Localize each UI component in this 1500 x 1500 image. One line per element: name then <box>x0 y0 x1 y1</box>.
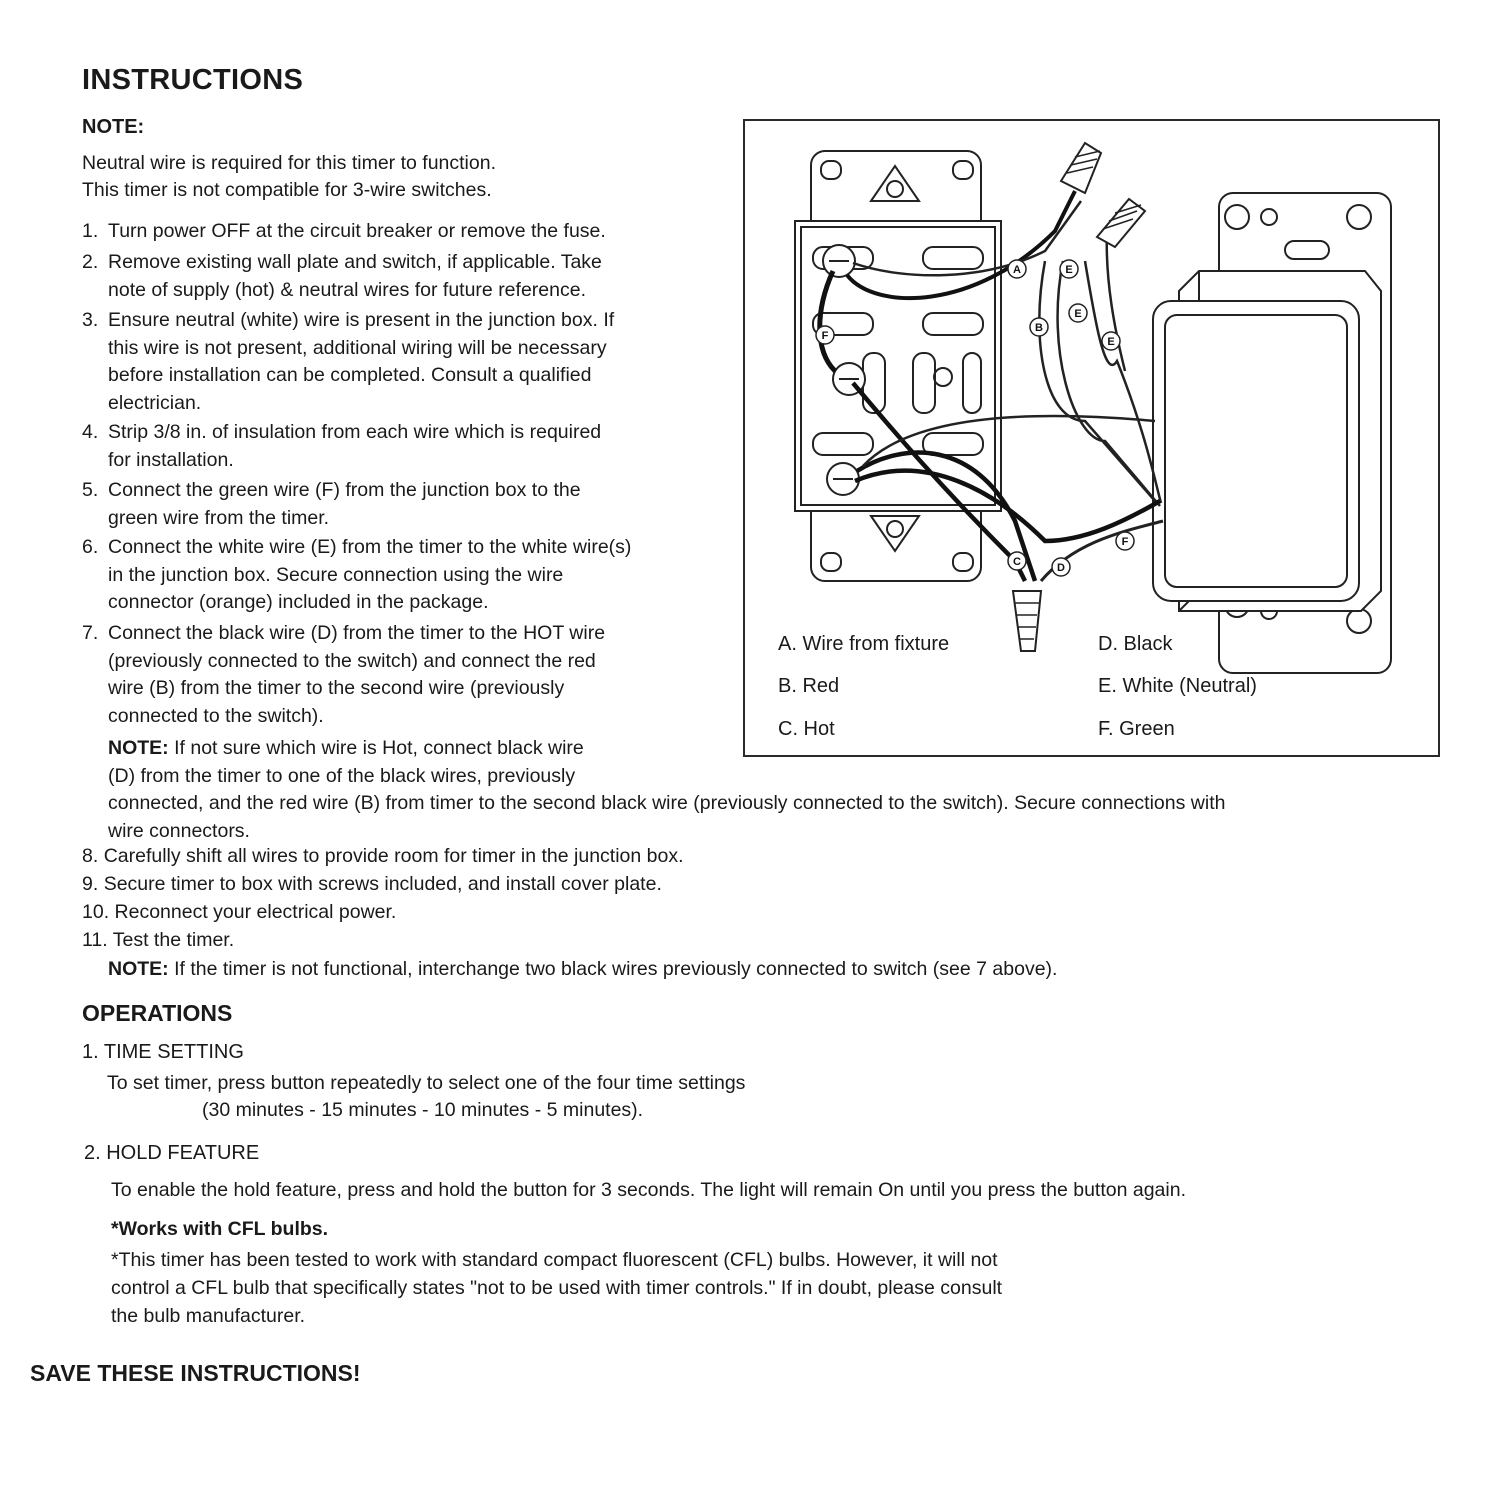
step-11 <box>82 927 234 955</box>
step-number: 9. <box>82 873 99 895</box>
step-number: 7. <box>82 622 99 644</box>
legend-e: E. White (Neutral) <box>1098 675 1257 697</box>
step-text: Connect the white wire (E) from the timer to the white wire(s) <box>108 536 632 558</box>
footer-save-instructions: SAVE THESE INSTRUCTIONS! <box>30 1360 361 1386</box>
wire-label-f <box>1116 532 1134 550</box>
time-setting-heading: 1. TIME SETTING <box>82 1041 244 1063</box>
step-text: for installation. <box>108 448 234 471</box>
wiring-diagram <box>743 119 1440 757</box>
wire-label-b <box>1030 318 1048 336</box>
time-setting-text: To set timer, press button repeatedly to select one of the four time settings <box>107 1072 746 1094</box>
step-text: this wire is not present, additional wiring will be necessary <box>108 336 607 359</box>
step-6 <box>82 534 631 617</box>
step-text: Strip 3/8 in. of insulation from each wire which is required <box>108 421 602 443</box>
wire-label-f <box>816 326 834 344</box>
step-text: note of supply (hot) & neutral wires for future reference. <box>108 278 586 301</box>
legend-c: C. Hot <box>778 718 835 740</box>
step-text: Ensure neutral (white) wire is present in the junction box. If <box>108 309 615 331</box>
svg-text:B: B <box>1035 322 1043 334</box>
note-text: wire connectors. <box>108 819 250 842</box>
step-text: Secure timer to box with screws included, and install cover plate. <box>103 873 662 895</box>
svg-text:E: E <box>1065 264 1073 276</box>
step-text: Turn power OFF at the circuit breaker or remove the fuse. <box>108 220 606 242</box>
time-setting-options: (30 minutes - 15 minutes - 10 minutes - 5 minutes). <box>202 1099 644 1121</box>
legend-a: A. Wire from fixture <box>778 633 950 655</box>
note-text: (D) from the timer to one of the black wires, previously <box>108 764 576 787</box>
wire-label-d <box>1052 558 1070 576</box>
hold-feature-heading: 2. HOLD FEATURE <box>84 1142 260 1164</box>
wiring-illustration <box>745 121 1442 759</box>
step-text: electrician. <box>108 391 202 414</box>
svg-text:F: F <box>1121 536 1129 548</box>
cfl-text: control a CFL bulb that specifically states "not to be used with timer controls." If in doubt, please consult <box>111 1277 1003 1299</box>
legend-d: D. Black <box>1098 633 1173 655</box>
step-text: in the junction box. Secure connection using the wire <box>108 563 564 586</box>
step-4 <box>82 419 601 474</box>
wire-label-e <box>1102 332 1120 350</box>
step-text: (previously connected to the switch) and connect the red <box>108 649 596 672</box>
svg-text:E: E <box>1074 308 1082 320</box>
wire-label-e <box>1069 304 1087 322</box>
step-text: Remove existing wall plate and switch, if applicable. Take <box>108 251 602 273</box>
note-label: NOTE: <box>108 737 169 759</box>
note-text: If not sure which wire is Hot, connect black wire <box>174 737 584 759</box>
svg-text:A: A <box>1013 264 1021 276</box>
wire-label-c <box>1008 552 1026 570</box>
note-line: Neutral wire is required for this timer to function. <box>82 152 496 174</box>
note-text: If the timer is not functional, interchange two black wires previously connected to switch (see 7 above). <box>174 958 1058 980</box>
timer-device <box>1153 193 1391 673</box>
legend-f: F. Green <box>1098 718 1175 740</box>
step-10 <box>82 899 396 927</box>
step-number: 6. <box>82 536 99 558</box>
cfl-text: *This timer has been tested to work with standard compact fluorescent (CFL) bulbs. However, it will not <box>111 1249 998 1271</box>
step-7 <box>82 620 605 730</box>
step-number: 8. <box>82 845 99 867</box>
page-title: INSTRUCTIONS <box>82 64 304 96</box>
step-text: connected to the switch). <box>108 704 324 727</box>
step-number: 4. <box>82 421 99 443</box>
svg-text:D: D <box>1057 562 1065 574</box>
step-number: 11. <box>82 929 108 951</box>
svg-text:E: E <box>1107 336 1115 348</box>
operations-title: OPERATIONS <box>82 1000 233 1026</box>
wire-label-e <box>1060 260 1078 278</box>
step-text: Connect the black wire (D) from the timer to the HOT wire <box>108 622 606 644</box>
note-label: NOTE: <box>108 958 169 980</box>
step-text: connector (orange) included in the package. <box>108 591 489 613</box>
step-text: Carefully shift all wires to provide room for timer in the junction box. <box>103 845 684 867</box>
step-8 <box>82 843 684 871</box>
step-number: 1. <box>82 220 99 242</box>
step-5 <box>82 477 581 532</box>
note-text: connected, and the red wire (B) from timer to the second black wire (previously connected to the switch). Secure connections with <box>108 792 1226 814</box>
note-not-functional <box>108 956 1057 984</box>
legend-b: B. Red <box>778 675 840 697</box>
step-text: before installation can be completed. Consult a qualified <box>108 364 592 386</box>
cfl-text: the bulb manufacturer. <box>111 1305 306 1327</box>
wire-label-a <box>1008 260 1026 278</box>
step-text: green wire from the timer. <box>108 506 330 529</box>
step-number: 3. <box>82 309 99 331</box>
step-number: 10. <box>82 901 110 923</box>
note-line: This timer is not compatible for 3-wire switches. <box>82 179 492 201</box>
hold-feature-text: To enable the hold feature, press and hold the button for 3 seconds. The light will remain On until you press the button again. <box>111 1179 1186 1201</box>
step-1 <box>82 218 606 246</box>
step-text: Reconnect your electrical power. <box>114 901 397 923</box>
svg-text:F: F <box>821 330 829 342</box>
step-number: 5. <box>82 479 99 501</box>
step-text: wire (B) from the timer to the second wire (previously <box>108 677 565 699</box>
step-text: Connect the green wire (F) from the junction box to the <box>108 479 581 501</box>
step-9 <box>82 871 662 899</box>
step-text: Test the timer. <box>112 929 235 951</box>
svg-text:C: C <box>1013 556 1021 568</box>
step-number: 2. <box>82 251 99 273</box>
step-3 <box>82 307 614 417</box>
note-heading: NOTE: <box>82 116 145 138</box>
step-2 <box>82 249 602 304</box>
cfl-heading: *Works with CFL bulbs. <box>111 1218 329 1240</box>
